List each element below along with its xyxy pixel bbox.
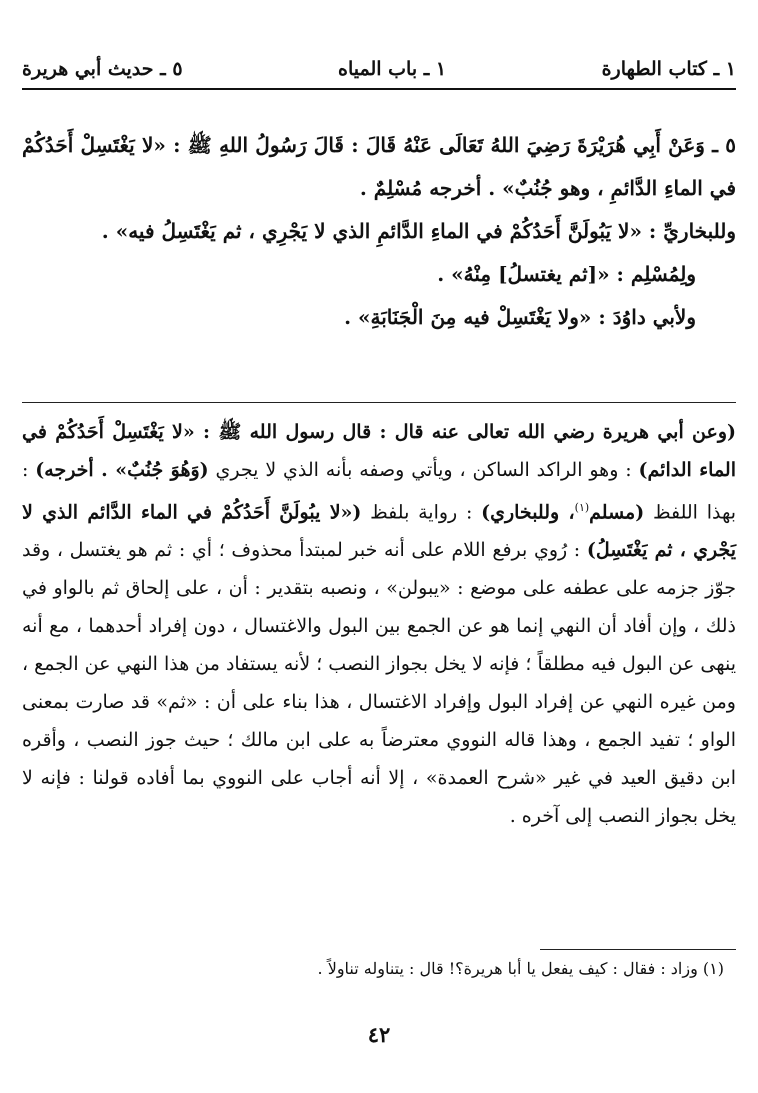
commentary-explanation-4: : رُوي برفع اللام على أنه خبر لمبتدأ محذوف ؛ أي : ثم هو يغتسل ، وقد جوّز جزمه على عطفه على موضع : «يبولن» ، ونصبه بتقدير : أن ، على إلحاق ثم بالواو في ذلك ، وإن أفاد أن النهي إنما هو عن الجمع بين البول والاغتسال ، دون إفراد أحدهما ، مع أنه ينهى عن البول فيه مطلقاً ؛ فإنه لا يخل بجواز النصب ؛ لأنه يستفاد من هذا النهي عن الجمع ، ومن غيره النهي عن إفراد البول وإفراد الاغتسال ، هذا بناء على أن : «ثم» قد صارت بمعنى الواو ؛ تفيد الجمع ، وهذا قاله النووي معترضاً به على ابن مالك ؛ حيث جوز النصب ، وأقره ابن دقيق العيد في غير «شرح العمدة» ، إلا أنه أجاب على النووي بما أفاده قولنا : فإنه لا يخل بجواز النصب إلى آخره . xyxy=(22,539,737,828)
footnote-divider xyxy=(540,949,736,950)
hadith-main-narration: ٥ ـ وَعَنْ أَبِي هُرَيْرَةَ رَضِيَ اللهُ تَعَالَى عَنْهُ قَالَ : قَالَ رَسُولُ اللهِ ﷺ : «لا يَغْتَسِلْ أَحَدُكُمْ في الماءِ الدَّائمِ ، وهو جُنُبٌ» . أخرجه مُسْلِمٌ . xyxy=(22,133,736,200)
commentary-text xyxy=(22,413,736,835)
running-header xyxy=(22,52,736,86)
header-divider xyxy=(22,88,736,90)
commentary-quote-2: (وَهُوَ جُنُبٌ» . أخرجه) xyxy=(35,459,209,481)
hadith-abudawud-narration: ولأبي داوُدَ : «ولا يَغْتَسِلْ فيه مِنَ الْجَنَابَةِ» . xyxy=(344,305,696,329)
footnote: (١) وزاد : فقال : كيف يفعل يا أبا هريرة؟! قال : يتناوله تناولاً . xyxy=(317,959,724,978)
commentary-explanation-3: : رواية بلفظ xyxy=(361,501,482,524)
commentary-quote-5: («لا يبُولَنَّ أَحَدُكُمْ في الماء الدَّائم الذي لا يَجْري ، ثم يَغْتَسِلُ) xyxy=(22,501,736,562)
header-hadith-title: ٥ ـ حديث أبي هريرة xyxy=(22,58,183,80)
hadith-muslim-narration: ولِمُسْلِم : «[ثم يغتسلُ] مِنْهُ» . xyxy=(437,262,696,286)
header-book-title: ١ ـ كتاب الطهارة xyxy=(601,58,736,80)
hadith-bukhari-narration: وللبخاريِّ : «لا يَبُولَنَّ أَحَدُكُمْ في الماءِ الدَّائمِ الذي لا يَجْرِي ، ثم يَغْتَسِلُ فيه» . xyxy=(101,219,736,243)
commentary-explanation-1: : وهو الراكد الساكن ، ويأتي وصفه بأنه الذي لا يجري xyxy=(208,459,639,481)
header-chapter-title: ١ ـ باب المياه xyxy=(338,58,447,80)
commentary-quote-1: (وعن أبي هريرة رضي الله تعالى عنه قال : قال رسول الله ﷺ : «لا يَغْتَسِلْ أَحَدُكُمْ في الماء الدائم) xyxy=(22,421,736,481)
hadith-text xyxy=(22,124,736,339)
section-divider xyxy=(22,402,736,403)
commentary-quote-3: (مسلم xyxy=(589,501,645,524)
page-number: ٤٢ xyxy=(367,1022,391,1047)
footnote-reference[interactable]: (١) xyxy=(574,501,590,514)
commentary-quote-4: ، وللبخاري) xyxy=(481,501,575,524)
commentary-explanation-2: : بهذا اللفظ xyxy=(22,459,737,524)
